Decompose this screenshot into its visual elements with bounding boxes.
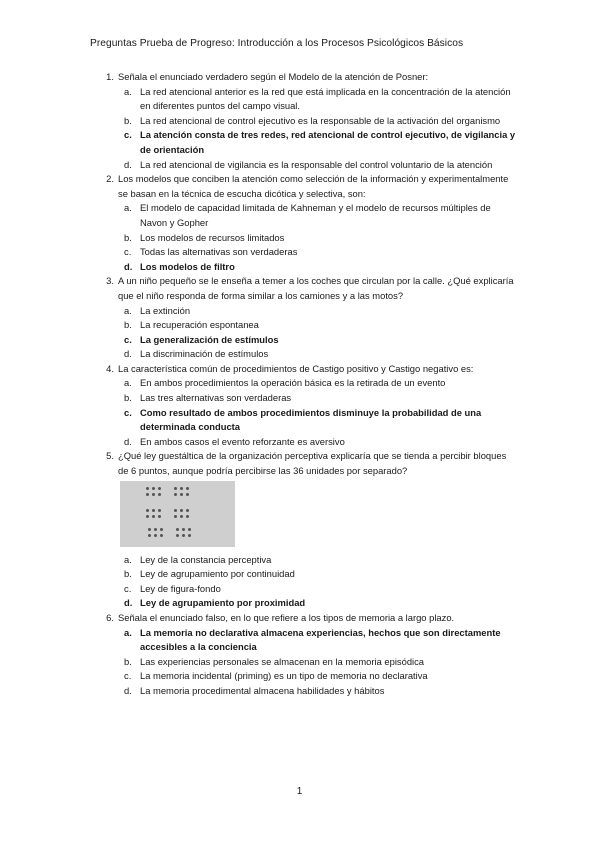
option-letter: a. xyxy=(124,85,132,97)
dot xyxy=(176,534,179,537)
dot-grouping-figure xyxy=(120,481,235,547)
option-letter: a. xyxy=(124,304,132,316)
dot xyxy=(152,487,155,490)
dot xyxy=(160,528,163,531)
dot xyxy=(186,493,189,496)
option-letter: a. xyxy=(124,202,132,214)
option xyxy=(98,318,518,333)
question-text: La característica común de procedimientos de Castigo positivo y Castigo negativo es: xyxy=(118,362,474,374)
question-text: A un niño pequeño se le enseña a temer a los coches que circulan por la calle. ¿Qué explicaría que el niño responda de forma similar a los camiones y a las motos? xyxy=(118,275,514,301)
question-number: 4. xyxy=(106,362,114,374)
question-number: 6. xyxy=(106,612,114,623)
option-text: La memoria incidental (priming) es un tipo de memoria no declarativa xyxy=(140,670,428,682)
option-text: En ambos procedimientos la operación básica es la retirada de un evento xyxy=(140,377,446,389)
dot xyxy=(174,487,177,490)
option-letter: b. xyxy=(124,392,132,404)
option-letter: c. xyxy=(124,129,132,141)
option-letter: b. xyxy=(124,319,132,331)
option-text: Ley de figura-fondo xyxy=(140,582,221,594)
dot xyxy=(158,515,161,518)
option-text: Los modelos de recursos limitados xyxy=(140,231,285,243)
option-text: La extinción xyxy=(140,304,191,316)
option-letter: b. xyxy=(124,655,132,667)
option-letter: b. xyxy=(124,568,132,580)
dot xyxy=(174,509,177,512)
option-correct xyxy=(98,260,518,275)
dot xyxy=(174,493,177,496)
option-letter: c. xyxy=(124,406,132,418)
option xyxy=(98,435,518,450)
option xyxy=(98,655,518,670)
dot xyxy=(182,534,185,537)
dot xyxy=(158,509,161,512)
option-letter: c. xyxy=(124,333,132,345)
option-text: Ley de la constancia perceptiva xyxy=(140,553,272,565)
option-text: El modelo de capacidad limitada de Kahneman y el modelo de recursos múltiples de Navon y Gopher xyxy=(140,202,491,228)
dot xyxy=(176,528,179,531)
option-text: Las tres alternativas son verdaderas xyxy=(140,392,292,404)
option-text: Los modelos de filtro xyxy=(140,260,235,272)
option-letter: d. xyxy=(124,158,132,170)
option-correct xyxy=(98,406,518,435)
dot xyxy=(146,509,149,512)
option-letter: d. xyxy=(124,684,132,696)
option-letter: d. xyxy=(124,348,132,360)
question-number: 1. xyxy=(106,71,114,82)
option-text: Ley de agrupamiento por proximidad xyxy=(140,597,306,609)
option-letter: a. xyxy=(124,553,132,565)
dot xyxy=(148,528,151,531)
option-correct xyxy=(98,333,518,348)
dot xyxy=(182,528,185,531)
option-text: Como resultado de ambos procedimientos disminuye la probabilidad de una determinada conducta xyxy=(140,406,482,433)
question-5 xyxy=(98,449,518,478)
page-header: Preguntas Prueba de Progreso: Introducción a los Procesos Psicológicos Básicos xyxy=(90,38,464,49)
option xyxy=(98,582,518,597)
question-4 xyxy=(98,362,518,377)
question-text: Señala el enunciado verdadero según el Modelo de la atención de Posner: xyxy=(118,71,429,82)
option xyxy=(98,158,518,173)
dot xyxy=(160,534,163,537)
option xyxy=(98,347,518,362)
option xyxy=(98,553,518,568)
option xyxy=(98,85,518,114)
option-text: Ley de agrupamiento por continuidad xyxy=(140,568,295,580)
question-6 xyxy=(98,611,518,626)
option xyxy=(98,201,518,230)
dot xyxy=(174,515,177,518)
question-text: Señala el enunciado falso, en lo que refiere a los tipos de memoria a largo plazo. xyxy=(118,612,455,623)
option xyxy=(98,684,518,699)
question-list xyxy=(98,70,518,699)
dot xyxy=(186,515,189,518)
question-text: Los modelos que conciben la atención como selección de la información y experimentalmente se basan en la técnica de escucha dicótica y selectiva, son: xyxy=(118,173,509,199)
option-letter: b. xyxy=(124,114,132,126)
question-number: 2. xyxy=(106,173,114,185)
question-number: 5. xyxy=(106,450,114,462)
dot xyxy=(180,515,183,518)
question-number: 3. xyxy=(106,275,114,287)
dot xyxy=(188,534,191,537)
option xyxy=(98,376,518,391)
dot xyxy=(152,509,155,512)
option xyxy=(98,231,518,246)
dot xyxy=(146,515,149,518)
option-text: La memoria no declarativa almacena experiencias, hechos que son directamente accesibles a la conciencia xyxy=(140,626,501,653)
dot xyxy=(180,509,183,512)
dot xyxy=(152,515,155,518)
dot xyxy=(146,487,149,490)
dot xyxy=(158,487,161,490)
option-letter: a. xyxy=(124,626,132,638)
dot xyxy=(154,528,157,531)
question-3 xyxy=(98,274,518,303)
option-text: La memoria procedimental almacena habilidades y hábitos xyxy=(140,684,385,696)
question-text: ¿Qué ley guestáltica de la organización perceptiva explicaría que se tienda a percibir bloques de 6 puntos, aunque podría percibirse las 36 unidades por separado? xyxy=(118,450,507,477)
option-letter: d. xyxy=(124,435,132,447)
option xyxy=(98,391,518,406)
option-letter: b. xyxy=(124,231,132,243)
option-correct xyxy=(98,596,518,611)
option xyxy=(98,114,518,129)
dot xyxy=(186,509,189,512)
dot xyxy=(146,493,149,496)
option-text: La recuperación espontanea xyxy=(140,319,259,331)
option xyxy=(98,304,518,319)
dot xyxy=(152,493,155,496)
option-correct xyxy=(98,128,518,157)
option-text: Todas las alternativas son verdaderas xyxy=(140,246,298,258)
option-text: La atención consta de tres redes, red atencional de control ejecutivo, de vigilancia y de orientación xyxy=(140,129,516,155)
dot xyxy=(186,487,189,490)
option-text: En ambos casos el evento reforzante es aversivo xyxy=(140,435,345,447)
option-letter: c. xyxy=(124,670,132,682)
question-2 xyxy=(98,172,518,201)
page-number: 1 xyxy=(296,786,303,797)
dot xyxy=(188,528,191,531)
option-text: La red atencional de control ejecutivo es la responsable de la activación del organismo xyxy=(140,114,501,126)
option-letter: a. xyxy=(124,377,132,389)
option-text: La red atencional anterior es la red que está implicada en la concentración de la atención en diferentes puntos del campo visual. xyxy=(140,85,511,112)
option xyxy=(98,567,518,582)
option xyxy=(98,245,518,260)
option-text: La generalización de estímulos xyxy=(140,333,279,345)
dot xyxy=(158,493,161,496)
option-letter: c. xyxy=(124,582,132,594)
option-letter: d. xyxy=(124,597,133,609)
option-text: La discriminación de estímulos xyxy=(140,348,269,360)
option-text: Las experiencias personales se almacenan en la memoria episódica xyxy=(140,655,425,667)
dot xyxy=(154,534,157,537)
dot xyxy=(180,487,183,490)
option-correct xyxy=(98,626,518,655)
dot xyxy=(180,493,183,496)
question-1 xyxy=(98,70,518,85)
option-letter: d. xyxy=(124,260,133,272)
option-text: La red atencional de vigilancia es la responsable del control voluntario de la atención xyxy=(140,158,493,170)
dot xyxy=(148,534,151,537)
option xyxy=(98,669,518,684)
option-letter: c. xyxy=(124,246,132,258)
